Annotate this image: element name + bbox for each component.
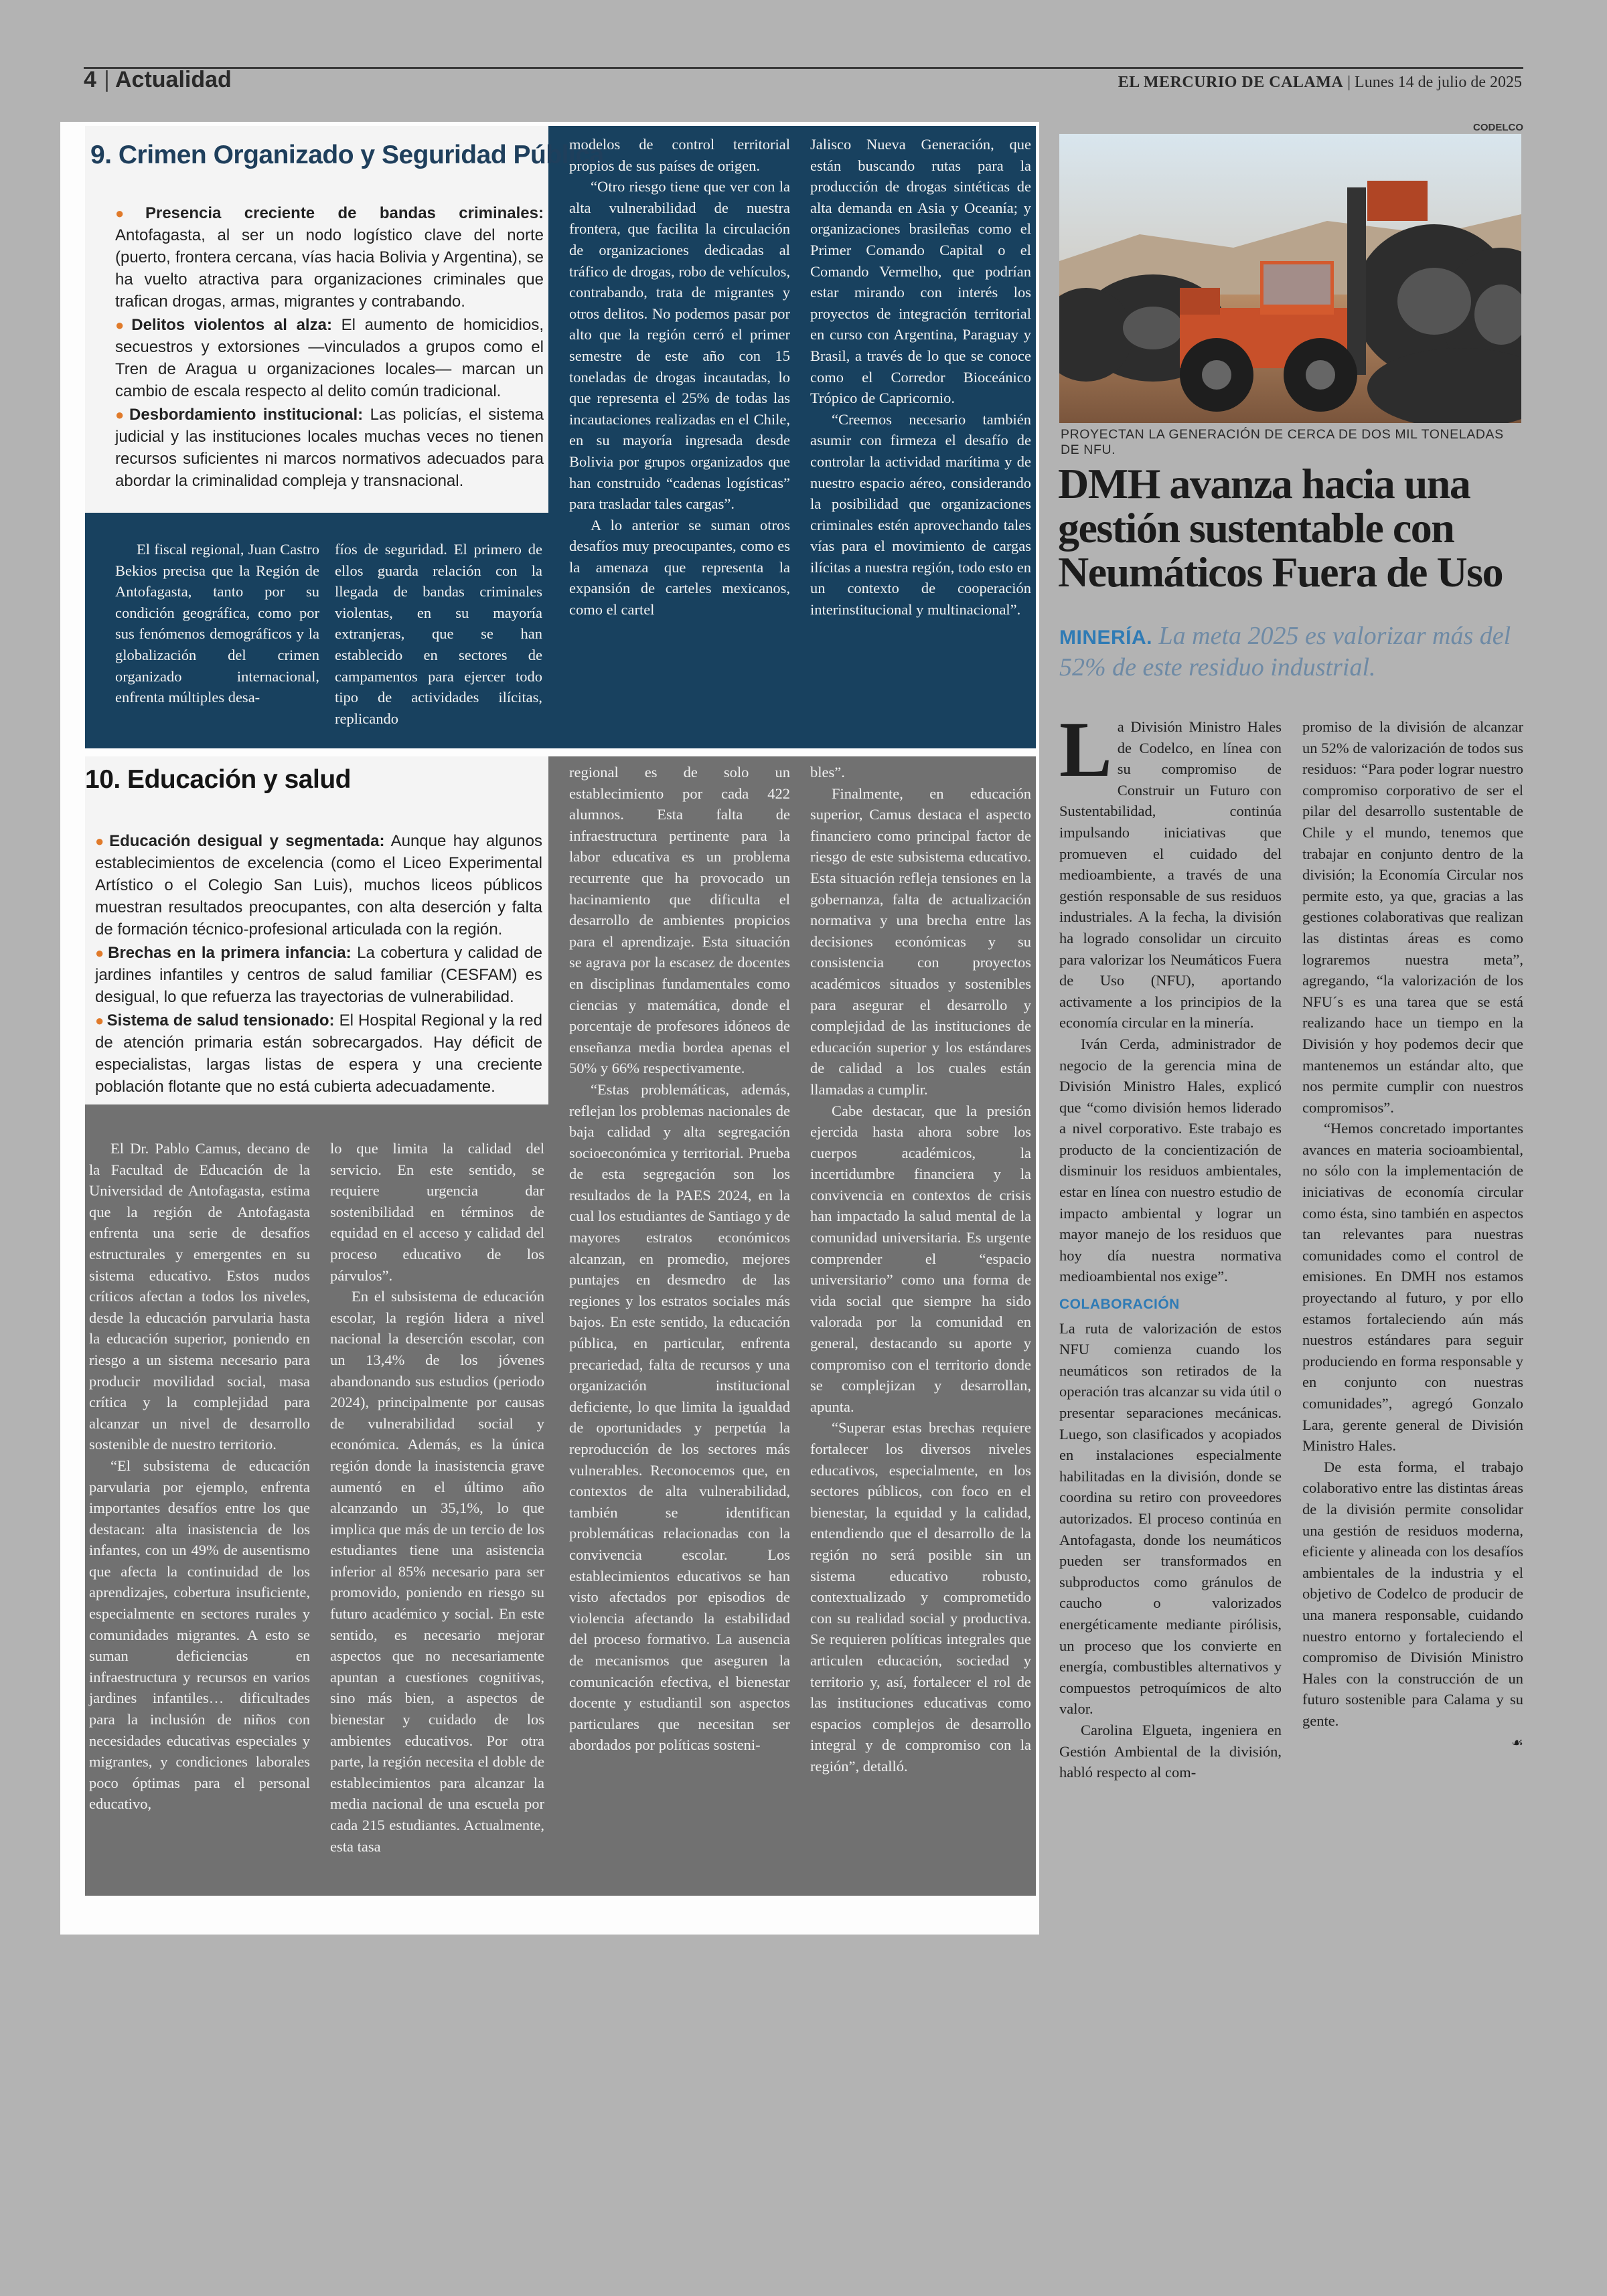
photo-illustration xyxy=(1059,134,1521,423)
article-kicker xyxy=(1059,621,1521,682)
newspaper-name: EL MERCURIO DE CALAMA xyxy=(1118,74,1344,91)
crime-column-3: modelos de control territorial propios de sus países de origen. “Otro riesgo tiene que ver con la alta vulnerabilidad de nuestra frontera, que facilita la circulación de organizaciones dedicadas al tráfico de drogas, robo de vehículos, contrabando, trata de migrantes y otros delitos. No podemos pasar por alto que la región cerró el primer semestre de este año con 15 toneladas de drogas incautadas, lo que representa el 25% de todas las incautaciones realizadas en el Chile, en su mayoría ingresada desde Bolivia por grupos organizados que han construido “cadenas logísticas” para trasladar tales cargas”. A lo anterior se suman otros desafíos muy preocupantes, como es la amenaza que representa la expansión de carteles mexicanos, como el cartel xyxy=(569,136,790,619)
section-name: Actualidad xyxy=(115,67,232,92)
issue-date: Lunes 14 de julio de 2025 xyxy=(1355,74,1522,91)
bullet-icon: ● xyxy=(95,945,106,961)
crime-column-2: fíos de seguridad. El primero de ellos guarda relación con la llegada de bandas criminales violentas, en su mayoría extranjeras, que se han establecido en sectores de campamentos para ejercer todo tipo de actividades ilícitas, replicando xyxy=(335,541,542,727)
bullet-icon: ● xyxy=(115,406,127,423)
bullet-icon: ● xyxy=(95,1012,104,1029)
education-title: 10. Educación y salud xyxy=(85,765,351,794)
photo-caption: PROYECTAN LA GENERACIÓN DE CERCA DE DOS MIL TONELADAS DE NFU. xyxy=(1061,427,1504,457)
bullet-item: ● Presencia creciente de bandas criminales: Antofagasta, al ser un nodo logístico clave del norte (puerto, frontera cercana, vías hacia Bolivia y Argentina), se ha vuelto atractiva para organizaciones criminales que trafican drogas, armas, migrantes y contrabando. xyxy=(115,204,544,311)
page-number: 4 xyxy=(84,67,96,92)
bullet-item: ● Educación desigual y segmentada: Aunque hay algunos establecimientos de excelencia (como el Liceo Experimental Artístico o el Colegio San Luis), muchos liceos públicos muestran resultados preocupantes, con alta deserción y falta de formación técnico-profesional articulada con la región. xyxy=(95,832,542,938)
education-column-4: bles”. Finalmente, en educación superior, Camus destaca el aspecto financiero como principal factor de riesgo de este subsistema educativo. Esta situación refleja tensiones en la gobernanza, falta de actualización normativa y una brecha entre las decisiones económicas y su consistencia con proyectos académicos situados y sostenibles para asegurar el desarrollo y complejidad de las instituciones de educación superior y los estándares de calidad a los cuales están llamadas a cumplir. Cabe destacar, que la presión ejercida hasta ahora sobre los cuerpos académicos, la incertidumbre financiera y la convivencia en contextos de crisis han impactado la salud mental de la comunidad universitaria. Es urgente comprender el “espacio universitario” como una forma de vida social que siempre ha sido valorada por la comunidad en general, destacando su aporte y compromiso con el territorio donde se complejizan y desarrollan, apunta. “Superar estas brechas requiere fortalecer los diversos niveles educativos, especialmente, en los sectores públicos, con foco en el bienestar, la equidad y la calidad, entendiendo que el desarrollo de la región no será posible sin un sistema educativo robusto, contextualizado y comprometido con su realidad social y productiva. Se requieren políticas integrales que articulen educación, sociedad y territorio y, así, fortalecer el rol de las instituciones educativas como espacios complejos de desarrollo integral y de compromiso con la región”, detalló. xyxy=(810,764,1031,1775)
bullet-icon: ● xyxy=(115,205,143,222)
bullet-icon: ● xyxy=(95,833,107,849)
education-bullets xyxy=(95,830,542,1099)
masthead: EL MERCURIO DE CALAMA | Lunes 14 de julio de 2025 xyxy=(1118,74,1522,91)
education-column-2: lo que limita la calidad del servicio. En este sentido, se requiere urgencia dar sostenibilidad en términos de equidad en el acceso y calidad del proceso educativo de los párvulos”. En el subsistema de educación escolar, la región lidera a nivel nacional la deserción escolar, con un 13,4% de los jóvenes abandonando sus estudios (periodo 2024), principalmente por causas de vulnerabilidad social y económica. Además, es la única región donde la inasistencia grave aumentó en el último año alcanzando un 35,1%, lo que implica que más de un tercio de los estudiantes tiene una asistencia inferior al 85% necesario para ser promovido, poniendo en riesgo su futuro académico y social. En este sentido, es necesario mejorar aspectos que no necesariamente apuntan a cuestiones cognitivas, sino más bien, a aspectos de bienestar y cuidado de los ambientes educativos. Por otra parte, la región necesita el doble de establecimientos para alcanzar la media nacional de una escuela por cada 215 estudiantes. Actualmente, esta tasa xyxy=(330,1140,544,1855)
bullet-item: ● Sistema de salud tensionado: El Hospital Regional y la red de atención primaria están sobrecargados. Hay déficit de especialistas, largas listas de espera y una creciente población flotante que no está cubierta adecuadamente. xyxy=(95,1011,542,1096)
crime-title: 9. Crimen Organizado y Seguridad Pública xyxy=(90,141,604,169)
bullet-item: ● Desbordamiento institucional: Las policías, el sistema judicial y las instituciones locales muchas veces no tienen recursos suficientes ni marcos normativos adecuados para abordar la criminalidad compleja y transnacional. xyxy=(115,406,544,490)
article-headline: DMH avanza hacia una gestión sustentable con Neumáticos Fuera de Uso xyxy=(1058,460,1503,596)
header-divider: | xyxy=(104,67,110,92)
end-mark-icon: ☙ xyxy=(1511,1734,1523,1750)
crime-bullets xyxy=(115,202,544,493)
article-subhead: COLABORACIÓN xyxy=(1059,1297,1180,1313)
photo-credit: CODELCO xyxy=(1473,122,1523,133)
education-column-1: El Dr. Pablo Camus, decano de la Facultad de Educación de la Universidad de Antofagasta, estima que la región de Antofagasta enfrenta una serie de desafíos estructurales y emergentes en su sistema educativo. Estos nudos críticos afectan a todos los niveles, desde la educación parvularia hasta la educación superior, poniendo en riesgo a un sistema necesario para producir movilidad social, masa crítica y la complejidad para alcanzar un nivel de desarrollo sostenible de nuestro territorio. “El subsistema de educación parvularia por ejemplo, enfrenta importantes desafíos entre los que destacan: alta inasistencia de los infantes, con un 49% de ausentismo que afecta la continuidad de los aprendizajes, cobertura insuficiente, especialmente en sectores rurales y comunidades migrantes. A esto se suman deficiencias en infraestructura y recursos en varios jardines infantiles… dificultades para la inclusión de niños con necesidades educativas especiales y migrantes, y condiciones laborales poco óptimas para el personal educativo, xyxy=(89,1140,310,1813)
dmh-column-1: La División Ministro Hales de Codelco, en línea con su compromiso de Construir un Futuro con Sustentabilidad, continúa impulsando iniciativas que promueven el cuidado del medioambiente, a través de una gestión responsable de sus residuos industriales. A la fecha, la división ha logrado consolidar un circuito para valorizar los Neumáticos Fuera de Uso (NFU), aportando activamente a los principios de la economía circular en la minería. Iván Cerda, administrador de negocio de la gerencia mina de División Ministro Hales, explicó que “como división hemos liderado a nivel corporativo. Este trabajo es producto de la concientización de disminuir los residuos ambientales, estar en línea con nuestro estudio de impacto ambiental y lograr un mayor manejo de los residuos que hoy día nuestra normativa medioambiental nos exige”. COLABORACIÓN La ruta de valorización de estos NFU comienza cuando los neumáticos son retirados de la operación tras alcanzar su vida útil o presentar separaciones mecánicas. Luego, son clasificados y acopiados en instalaciones especialmente habilitadas en la división, donde se coordina su retiro con proveedores autorizados. El proceso continúa en Antofagasta, donde los neumáticos pueden ser transformados en subproductos como gránulos de caucho o valorizados energéticamente mediante pirólisis, un proceso que los convierte en energía, combustibles alternativos y compuestos petroquímicos de alto valor. Carolina Elgueta, ingeniera en Gestión Ambiental de la división, habló respecto al com- xyxy=(1059,706,1282,1781)
bullet-item: ● Delitos violentos al alza: El aumento de homicidios, secuestros y extorsiones —vinculados a grupos como el Tren de Aragua u organizaciones locales— marcan un cambio de escala respecto al delito común tradicional. xyxy=(115,316,544,400)
crime-column-1: El fiscal regional, Juan Castro Bekios precisa que la Región de Antofagasta, tanto por su condición geográfica, como por sus fenómenos demográficos y la globalización del crimen organizado internacional, enfrenta múltiples desa- xyxy=(115,541,319,706)
dmh-column-2: promiso de la división de alcanzar un 52% de valorización de todos sus residuos: “Para poder lograr nuestro compromiso corporativo de ser el pilar del desarrollo sustentable de Chile y el mundo, tenemos que trabajar en conjunto dentro de la división; la Economía Circular nos permite esto, ya que, gracias a las gestiones colaborativas que realizan las distintas áreas es como lograremos nuestra meta”, agregando, “la valorización de los NFU´s es una tarea que se está realizando hace un tiempo en la División y hoy podemos decir que mantenemos un estándar alto, que nos permite cumplir con nuestros compromisos”. “Hemos concretado importantes avances en materia socioambiental, no sólo con la implementación de iniciativas de economía circular como ésta, sino también en aspectos tan relevantes para nuestras comunidades como el control de emisiones. En DMH nos estamos proyectando al futuro, y por ello estamos fortaleciendo aún más nuestros estándares para seguir produciendo en forma responsable y en conjunto con nuestras comunidades”, agregó Gonzalo Lara, gerente general de División Ministro Hales. De esta forma, el trabajo colaborativo entre las distintas áreas de la división permite consolidar una gestión de residuos moderna, eficiente y alineada con los desafíos ambientales de la industria y el objetivo de Codelco de producir de una manera responsable, cuidando nuestro entorno y fortaleciendo el compromiso de División Ministro Hales con la construcción de un futuro sostenible para Calama y su gente. ☙ xyxy=(1302,718,1523,1750)
education-column-3: regional es de solo un establecimiento por cada 422 alumnos. Esta falta de infraestructura pertinente para la labor educativa es un problema recurrente que ha provocado un hacinamiento que dificulta el desarrollo de ambientes propicios para el aprendizaje. Esta situación se agrava por la escasez de docentes en disciplinas fundamentales como ciencias y matemática, donde el porcentaje de profesores idóneos de enseñanza media bordea apenas el 50% y 66% respectivamente. “Estas problemáticas, además, reflejan los problemas nacionales de baja calidad y alta segregación socioeconómica y territorial. Prueba de esta segregación son los resultados de la PAES 2024, en la cual los estudiantes de Santiago y de mayores estratos económicos alcanzan, en promedio, mejores puntajes en desmedro de las regiones y los estratos sociales más bajos. En este sentido, la educación pública, en particular, enfrenta precariedad, falta de recursos y una organización institucional deficiente, lo que limita la igualdad de oportunidades y perpetúa la reproducción de los sectores más vulnerables. Reconocemos que, en contextos de alta vulnerabilidad, también se identifican problemáticas relacionadas con la convivencia escolar. Los establecimientos educativos se han visto afectados por episodios de violencia afectando la estabilidad del proceso formativo. La ausencia de mecanismos que aseguren la comunicación efectiva, el bienestar docente y estudiantil son aspectos particulares que necesitan ser abordados por políticas sosteni- xyxy=(569,764,790,1754)
crime-column-4: Jalisco Nueva Generación, que están buscando rutas para la producción de drogas sintéticas de alta demanda en Asia y Oceanía; y organizaciones brasileñas como el Primer Comando Capital o el Comando Vermelho, que podrían estar mirando con interés los proyectos de integración territorial en curso con Argentina, Paraguay y Brasil, a través de lo que se conoce como el Corredor Bioceánico Trópico de Capricornio. “Creemos necesario también asumir con firmeza el desafío de controlar la actividad marítima y de nuestro espacio aéreo, considerando la posibilidad que organizaciones criminales estén aprovechando tales vías para el movimiento de cargas ilícitas a nuestra región, todo esto en un contexto de cooperación interinstitucional y multinacional”. xyxy=(810,136,1031,619)
header-rule xyxy=(84,67,1523,69)
kicker-label: MINERÍA. xyxy=(1059,627,1152,649)
forklift-tire-photo xyxy=(1059,134,1521,423)
kicker-text: La meta 2025 es valorizar más del 52% de este residuo industrial. xyxy=(1059,622,1511,681)
bullet-item: ● Brechas en la primera infancia: La cobertura y calidad de jardines infantiles y centros de salud familiar (CESFAM) es desigual, lo que refuerza las trayectorias de vulnerabilidad. xyxy=(95,944,542,1006)
bullet-icon: ● xyxy=(115,317,129,333)
